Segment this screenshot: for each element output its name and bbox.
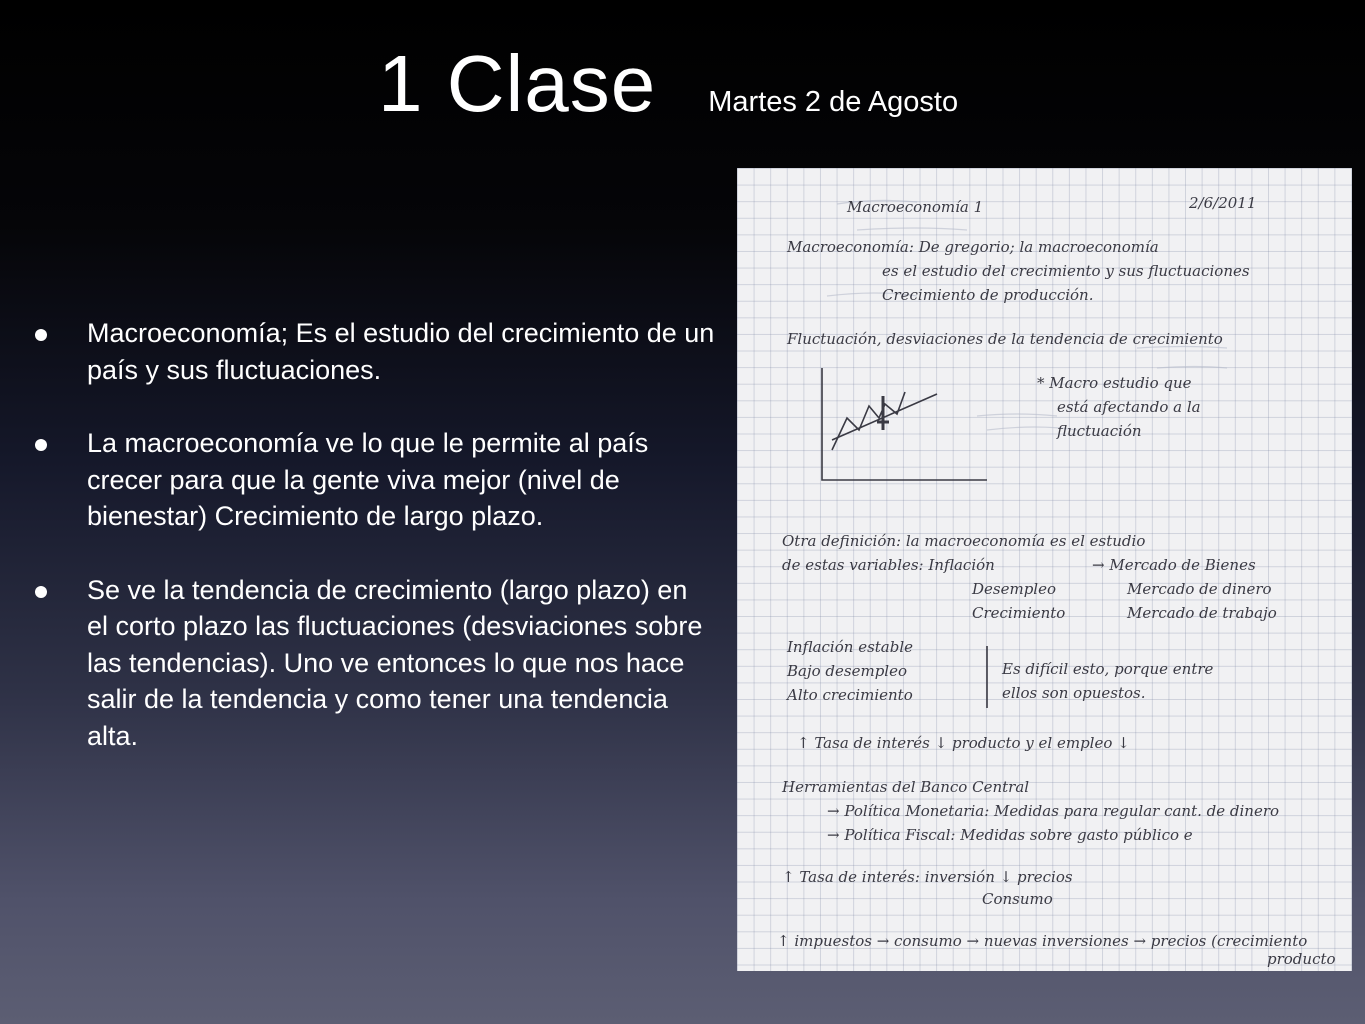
notes-line: Otra definición: la macroeconomía es el estudio [782,532,1146,550]
notes-line: * Macro estudio que [1037,374,1192,392]
bullet-dot-icon [35,329,47,341]
bullet-item [30,572,715,755]
slide-title: 1 Clase [378,39,657,128]
trend-graph [822,368,987,480]
notes-line: Desempleo [972,580,1057,598]
slide-title-row [378,39,959,128]
bleed-through-marks [827,200,1227,430]
bullet-text: Se ve la tendencia de crecimiento (largo plazo) en el corto plazo las fluctuaciones (desviaciones sobre las tendencias). Uno ve entonces lo que nos hace salir de la tendencia y como tener una tendencia alta. [87,574,703,751]
handwritten-notes-image [737,168,1352,971]
notes-line: ↑ Tasa de interés ↓ producto y el empleo ↓ [797,734,1130,752]
bullet-text: La macroeconomía ve lo que le permite al país crecer para que la gente viva mejor (nivel de bienestar) Crecimiento de largo plazo. [87,428,649,531]
notes-line: Crecimiento [972,604,1066,622]
notes-line: producto [1267,950,1336,968]
notes-line: de estas variables: Inflación [782,556,995,574]
notes-line: fluctuación [1057,422,1142,440]
notes-header-left: Macroeconomía 1 [847,198,984,216]
notes-line: Alto crecimiento [787,686,913,704]
notes-header-date: 2/6/2011 [1189,194,1257,212]
bullet-dot-icon [35,586,47,598]
notes-line: Mercado de trabajo [1127,604,1277,622]
bullet-item [30,425,715,535]
notes-line: → Política Monetaria: Medidas para regular cant. de dinero [827,802,1280,820]
notes-line: es el estudio del crecimiento y sus fluctuaciones [882,262,1250,280]
notes-line: Fluctuación, desviaciones de la tendencia de crecimiento [787,330,1223,348]
notes-line: Macroeconomía: De gregorio; la macroeconomía [787,238,1159,256]
bullet-text: Macroeconomía; Es el estudio del crecimiento de un país y sus fluctuaciones. [87,318,715,385]
notes-line: ellos son opuestos. [1002,684,1146,702]
bullet-dot-icon [35,439,47,451]
notes-line: ↑ impuestos → consumo → nuevas inversiones → precios (crecimiento [777,932,1308,950]
notes-line: está afectando a la [1057,398,1201,416]
notes-line: Crecimiento de producción. [882,286,1094,304]
notes-line: ↑ Tasa de interés: inversión ↓ precios [782,868,1073,886]
notes-line: Consumo [982,890,1053,908]
notes-line: Bajo desempleo [787,662,907,680]
notes-line: Inflación estable [787,638,914,656]
notes-line: → Mercado de Bienes [1092,556,1256,574]
notes-line: Es difícil esto, porque entre [1002,660,1214,678]
notes-line: → Política Fiscal: Medidas sobre gasto público e [827,826,1193,844]
slide-subtitle: Martes 2 de Agosto [708,86,959,118]
bullet-list [30,315,715,791]
notes-line: Mercado de dinero [1127,580,1272,598]
notes-line: Herramientas del Banco Central [782,778,1030,796]
bullet-item [30,315,715,388]
